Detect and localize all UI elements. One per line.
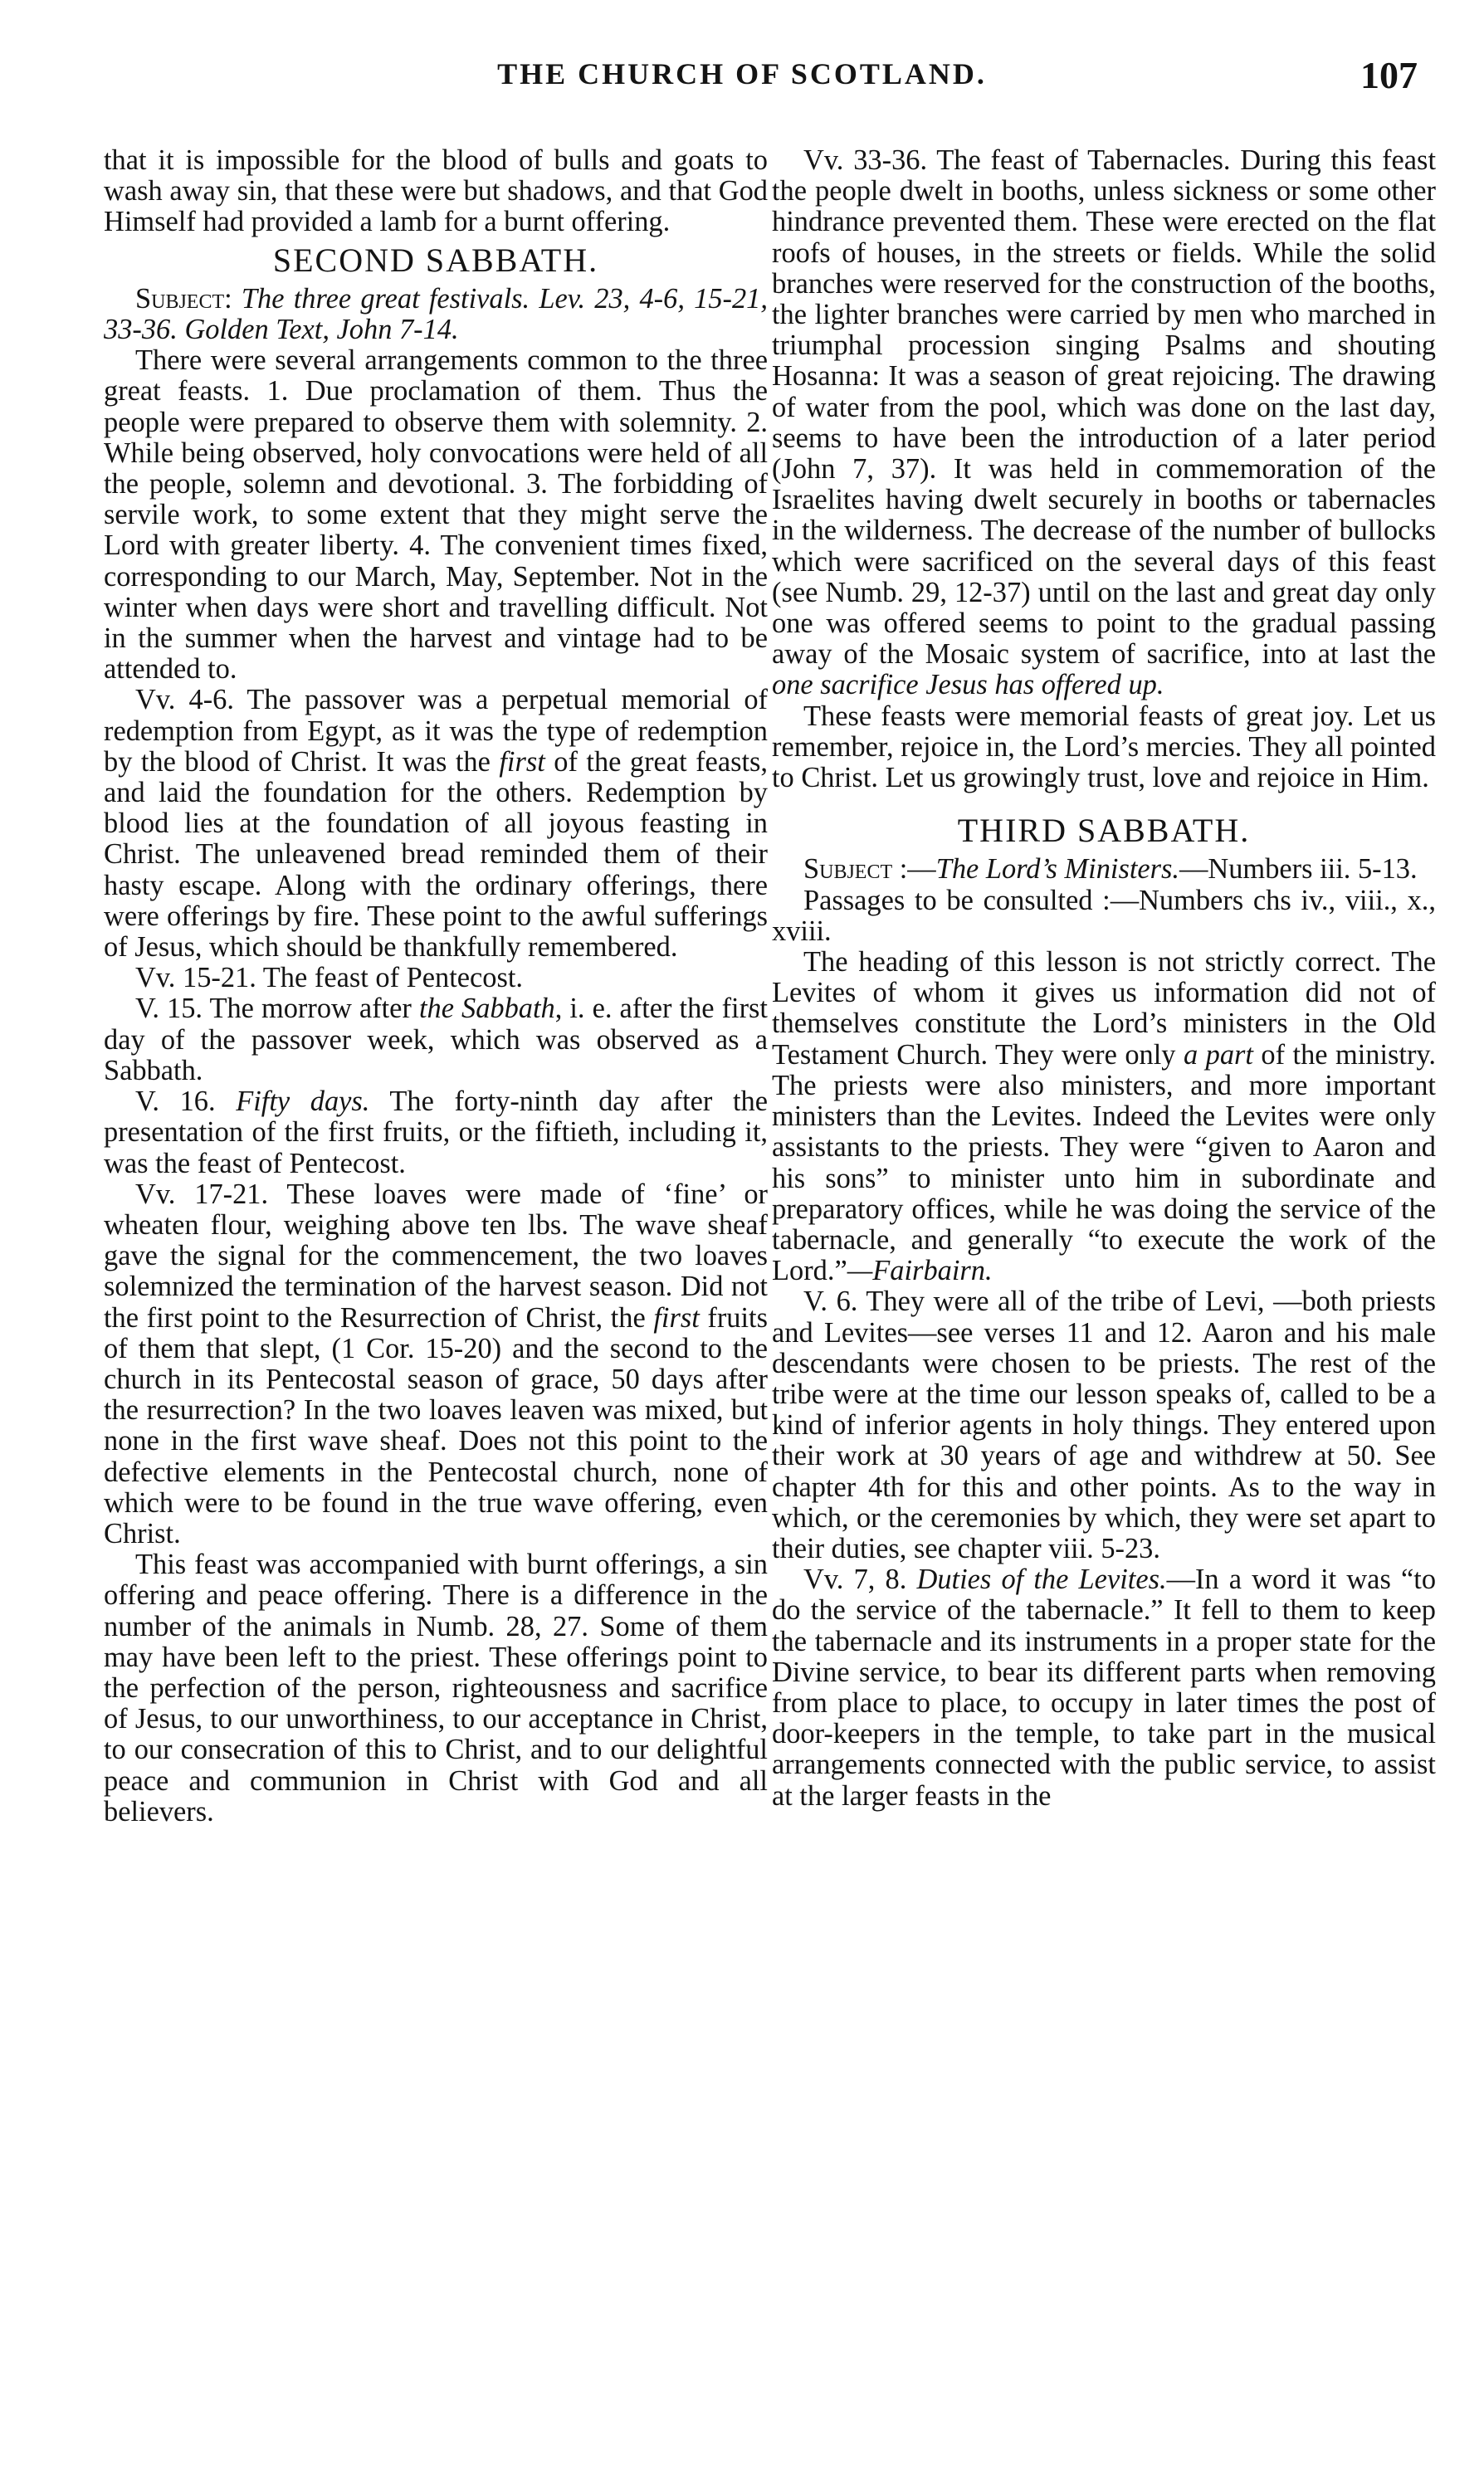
paragraph: Vv. 4-6. The passover was a perpetual memorial of redemption from Egypt, as it was the type of redemption by the blood of Christ. It was the first of the great feasts, and laid the foundation for the others. Redemption by blood lies at the foundation of all joyous feasting in Christ. The unleavened bread reminded them of their hasty escape. Along with the ordinary offerings, there were offerings by fire. These point to the awful sufferings of Jesus, which should be thankfully remembered. bbox=[104, 684, 768, 964]
page-header bbox=[0, 56, 1484, 106]
paragraph: Vv. 7, 8. Duties of the Levites.—In a word it was “to do the service of the tabernacle.” It fell to them to keep the tabernacle and its instruments in a proper state for the Divine service, to bear its different parts when removing from place to place, to occupy in later times the post of door-keepers in the temple, to take part in the musical arrangements connected with the public service, to assist at the larger feasts in the bbox=[772, 1564, 1436, 1812]
left-column bbox=[104, 145, 768, 2436]
paragraph: The heading of this lesson is not strictly correct. The Levites of whom it gives us information did not of themselves constitute the Lord’s ministers in the Old Testament Church. They were only a part of the ministry. The priests were also ministers, and more important ministers than the Levites. Indeed the Levites were only assistants to the priests. They were “given to Aaron and his sons” to minister unto him in subordinate and preparatory offices, while he was doing the service of the tabernacle, and generally “to execute the work of the Lord.”—Fairbairn. bbox=[772, 946, 1436, 1287]
subject-reference: Lev. 23, 4-6, 15-21, 33-36. bbox=[104, 282, 768, 346]
page-number: 107 bbox=[1360, 54, 1418, 96]
golden-text: Golden Text, John 7-14. bbox=[184, 314, 459, 346]
paragraph: V. 15. The morrow after the Sabbath, i. e. after the first day of the passover week, which was observed as a Sabbath. bbox=[104, 993, 768, 1086]
paragraph: that it is impossible for the blood of bulls and goats to wash away sin, that these were but shadows, and that God Himself had provided a lamb for a burnt offering. bbox=[104, 145, 768, 238]
lesson-subject bbox=[104, 284, 768, 345]
subject-reference: —Numbers iii. 5-13. bbox=[1179, 853, 1418, 886]
paragraph: There were several arrangements common to the three great feasts. 1. Due proclamation of them. Thus the people were prepared to observe them with solemnity. 2. While being observed, holy convocations were held of all the people, solemn and devotional. 3. The forbidding of servile work, to some extent that they might serve the Lord with greater liberty. 4. The convenient times fixed, corresponding to our March, May, September. Not in the winter when days were short and travelling difficult. Not in the summer when the harvest and vintage had to be attended to. bbox=[104, 344, 768, 686]
subject-label: Subject: bbox=[135, 282, 232, 315]
subject-title: The Lord’s Ministers. bbox=[935, 853, 1180, 886]
running-title: THE CHURCH OF SCOTLAND. bbox=[497, 57, 987, 90]
paragraph: V. 16. Fifty days. The forty-ninth day after the presentation of the first fruits, or the fiftieth, including it, was the feast of Pentecost. bbox=[104, 1086, 768, 1179]
section-heading-second-sabbath: SECOND SABBATH. bbox=[272, 241, 599, 279]
paragraph: This feast was accompanied with burnt offerings, a sin offering and peace offering. There is a difference in the number of the animals in Numb. 28, 27. Some of them may have been left to the priest. These offerings point to the perfection of the person, righteousness and sacrifice of Jesus, to our unworthiness, to our acceptance in Christ, to our consecration of this to Christ, and to our delightful peace and communion in Christ with God and all believers. bbox=[104, 1549, 768, 1827]
paragraph: These feasts were memorial feasts of great joy. Let us remember, rejoice in, the Lord’s mercies. They all pointed to Christ. Let us growingly trust, love and rejoice in Him. bbox=[772, 700, 1436, 794]
paragraph: Vv. 33-36. The feast of Tabernacles. During this feast the people dwelt in booths, unless sickness or some other hindrance prevented them. These were erected on the flat roofs of houses, in the streets or fields. While the solid branches were reserved for the construction of the booths, the lighter branches were carried by men who marched in triumphal procession singing Psalms and shouting Hosanna: It was a season of great rejoicing. The drawing of water from the pool, which was done on the last day, seems to have been the introduction of a later period (John 7, 37). It was held in commemoration of the Israelites having dwelt securely in booths or tabernacles in the wilderness. The decrease of the number of bullocks which were sacrificed on the several days of this feast (see Numb. 29, 12-37) until on the last and great day only one was offered seems to point to the gradual passing away of the Mosaic system of sacrifice, into at last the one sacrifice Jesus has offered up. bbox=[772, 145, 1436, 701]
paragraph: Vv. 17-21. These loaves were made of ‘fine’ or wheaten flour, weighing above ten lbs. The wave sheaf gave the signal for the commencement, the two loaves solemnized the termination of the harvest season. Did not the first point to the Resurrection of Christ, the first fruits of them that slept, (1 Cor. 15-20) and the second to the church in its Pentecostal season of grace, 50 days after the resurrection? In the two loaves leaven was mixed, but none in the first wave sheaf. Does not this point to the defective elements in the Pentecostal church, none of which were to be found in the true wave offering, even Christ. bbox=[104, 1178, 768, 1549]
paragraph: Vv. 15-21. The feast of Pentecost. bbox=[135, 962, 524, 994]
lesson-subject bbox=[772, 854, 1436, 885]
right-column bbox=[772, 145, 1436, 2436]
subject-label: Subject :— bbox=[803, 853, 936, 886]
subject-title: The three great festivals. bbox=[241, 282, 530, 315]
paragraph: V. 6. They were all of the tribe of Levi, —both priests and Levites—see verses 11 and 12. Aaron and his male descendants were chosen to be priests. The rest of the tribe were at the time our lesson speaks of, called to be a kind of inferior agents in holy things. They entered upon their work at 30 years of age and withdrew at 50. See chapter 4th for this and other points. As to the way in which, or the ceremonies by which, they were set apart to their duties, see chapter viii. 5-23. bbox=[772, 1286, 1436, 1564]
passages-to-consult: Passages to be consulted :—Numbers chs iv., viii., x., xviii. bbox=[772, 884, 1436, 947]
section-heading-third-sabbath: THIRD SABBATH. bbox=[957, 812, 1251, 850]
